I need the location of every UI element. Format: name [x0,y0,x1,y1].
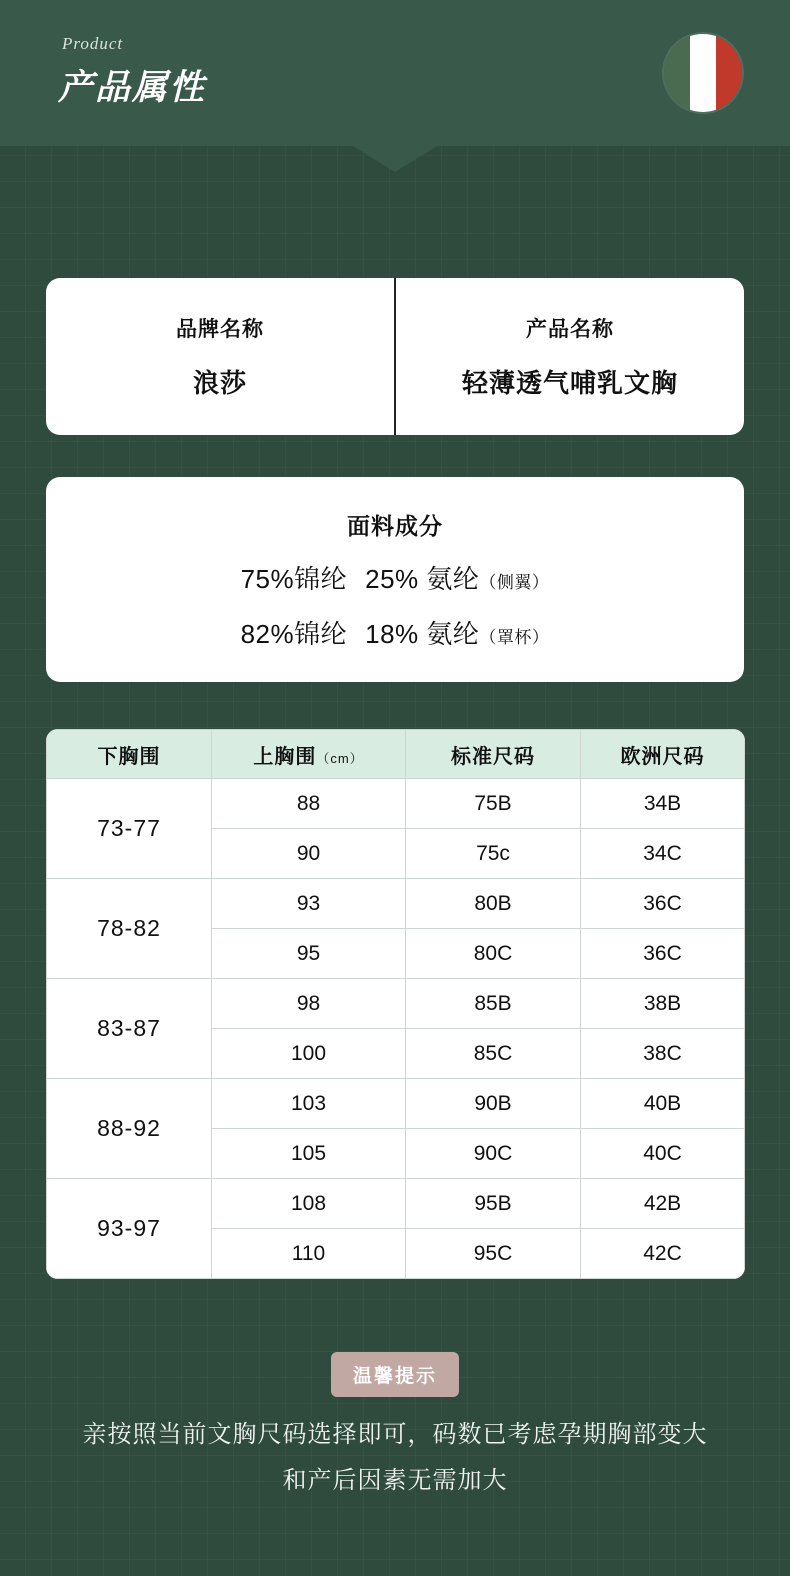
bust-cell: 105 [212,1129,406,1179]
header-eyebrow: Product [62,34,124,53]
standard-size-cell: 90C [406,1129,581,1179]
column-header-underbust-text: 下胸围 [97,745,161,768]
standard-size-cell: 75c [406,829,581,879]
column-header-bust-text: 上胸围 [253,745,317,768]
bust-cell: 88 [212,779,406,829]
eu-size-cell: 36C [581,929,745,979]
tips-line-2: 和产后因素无需加大 [282,1467,508,1494]
column-header-underbust [47,730,212,779]
underbust-cell: 73-77 [47,779,212,879]
page-title: 产品属性 [58,68,207,107]
table-row [47,1079,745,1129]
flag-band-white [690,34,716,112]
bust-cell: 110 [212,1229,406,1279]
brand-name-label: 品牌名称 [176,318,264,341]
underbust-cell: 88-92 [47,1079,212,1179]
standard-size-cell: 80C [406,929,581,979]
column-header-standard-size [406,730,581,779]
eu-size-cell: 42B [581,1179,745,1229]
eu-size-cell: 38B [581,979,745,1029]
standard-size-cell: 95C [406,1229,581,1279]
eu-size-cell: 40C [581,1129,745,1179]
italy-flag-icon [664,34,742,112]
fabric-cup-right: 18% 氨纶 [365,619,480,649]
tips-line-1: 亲按照当前文胸尺码选择即可，码数已考虑孕期胸部变大 [82,1421,708,1448]
fabric-wing-left: 75%锦纶 [240,564,348,594]
eu-size-cell: 38C [581,1029,745,1079]
product-name-label: 产品名称 [526,318,614,341]
brand-product-card [46,278,744,435]
fabric-line-wing [241,559,550,596]
fabric-line-cup [241,614,550,651]
eu-size-cell: 42C [581,1229,745,1279]
eu-size-cell: 40B [581,1079,745,1129]
bust-cell: 100 [212,1029,406,1079]
bust-cell: 93 [212,879,406,929]
fabric-composition-card [46,477,744,682]
eu-size-cell: 34C [581,829,745,879]
product-column [394,278,744,435]
page-header [0,0,790,146]
fabric-title: 面料成分 [347,513,443,539]
fabric-cup-note: （罩杯） [479,628,550,647]
table-row [47,979,745,1029]
fabric-wing-note: （侧翼） [479,573,550,592]
fabric-cup-left: 82%锦纶 [240,619,348,649]
table-header-row [47,730,745,779]
size-chart-table [46,729,745,1279]
standard-size-cell: 85B [406,979,581,1029]
header-notch [353,146,437,172]
brand-column [46,278,394,435]
table-row [47,1179,745,1229]
tips-text [0,1412,790,1504]
product-name-value: 轻薄透气哺乳文胸 [461,368,678,398]
brand-name-value: 浪莎 [192,368,247,398]
standard-size-cell: 85C [406,1029,581,1079]
table-row [47,779,745,829]
underbust-cell: 93-97 [47,1179,212,1279]
bust-cell: 98 [212,979,406,1029]
bust-cell: 103 [212,1079,406,1129]
fabric-wing-right: 25% 氨纶 [365,564,480,594]
underbust-cell: 78-82 [47,879,212,979]
standard-size-cell: 90B [406,1079,581,1129]
bust-cell: 90 [212,829,406,879]
column-header-standard-size-text: 标准尺码 [451,745,535,768]
eu-size-cell: 34B [581,779,745,829]
standard-size-cell: 80B [406,879,581,929]
underbust-cell: 83-87 [47,979,212,1079]
standard-size-cell: 95B [406,1179,581,1229]
eu-size-cell: 36C [581,879,745,929]
column-header-eu-size [581,730,745,779]
bust-cell: 95 [212,929,406,979]
column-header-bust [212,730,406,779]
tips-badge: 温馨提示 [331,1352,459,1397]
standard-size-cell: 75B [406,779,581,829]
column-header-bust-unit: （cm） [316,750,364,766]
column-header-eu-size-text: 欧洲尺码 [620,745,705,768]
table-row [47,879,745,929]
bust-cell: 108 [212,1179,406,1229]
